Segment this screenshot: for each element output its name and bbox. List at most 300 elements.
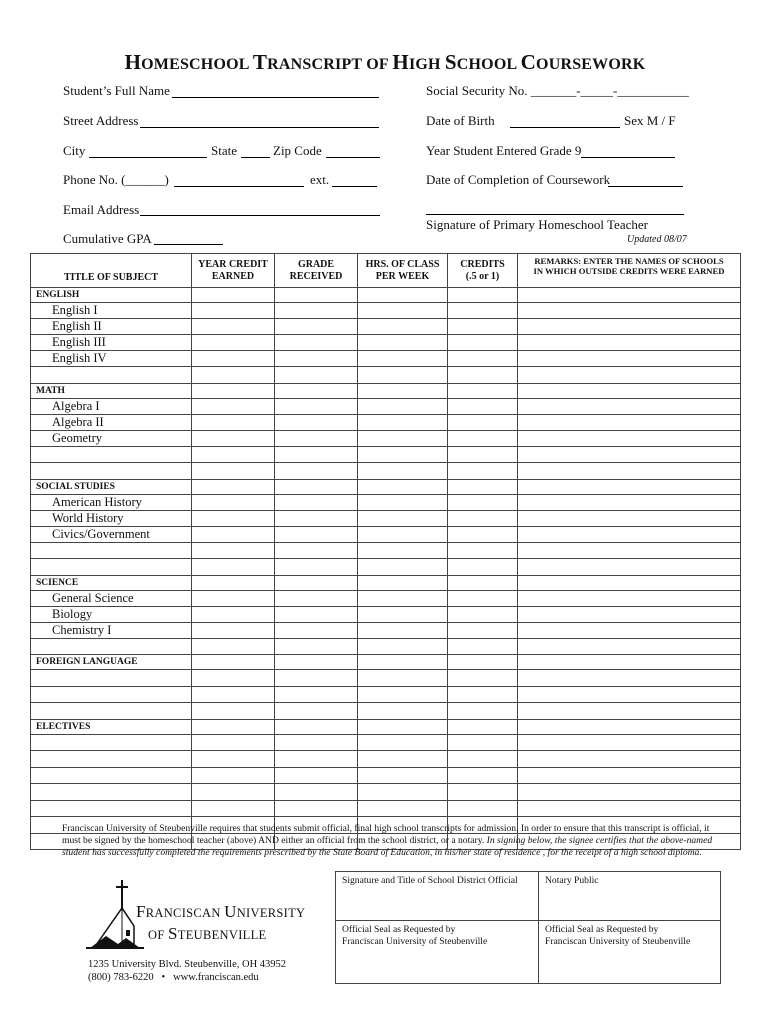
entry-cell[interactable] bbox=[358, 800, 448, 817]
entry-cell[interactable] bbox=[518, 398, 741, 414]
caps-rest: TEUBENVILLE bbox=[177, 928, 267, 942]
entry-cell[interactable] bbox=[358, 638, 448, 655]
section-title: ENGLISH bbox=[31, 288, 192, 303]
bullet-separator: • bbox=[161, 972, 166, 983]
entry-cell[interactable] bbox=[518, 622, 741, 638]
entry-cell[interactable] bbox=[518, 383, 741, 398]
caps-initial: S bbox=[444, 50, 457, 74]
entry-cell[interactable] bbox=[192, 367, 275, 384]
header-hours: HRS. OF CLASS PER WEEK bbox=[358, 254, 448, 288]
seal-right-line1: Official Seal as Requested by bbox=[545, 924, 659, 935]
completion-line[interactable] bbox=[608, 186, 683, 187]
entry-cell[interactable] bbox=[448, 510, 518, 526]
entry-cell[interactable] bbox=[358, 767, 448, 784]
subject-name: American History bbox=[31, 494, 192, 510]
section-header-row bbox=[31, 288, 741, 303]
section-header-row bbox=[31, 719, 741, 734]
entry-cell[interactable] bbox=[192, 703, 275, 720]
caps-rest: CHOOL bbox=[456, 56, 521, 73]
blank-row bbox=[31, 734, 741, 751]
entry-cell[interactable] bbox=[192, 670, 275, 687]
subject-name: English IV bbox=[31, 351, 192, 367]
section-title: SOCIAL STUDIES bbox=[31, 479, 192, 494]
entry-cell[interactable] bbox=[275, 622, 358, 638]
entry-cell[interactable] bbox=[275, 494, 358, 510]
subject-name: Algebra II bbox=[31, 414, 192, 430]
logo-line-1 bbox=[136, 902, 305, 922]
entry-cell[interactable] bbox=[192, 335, 275, 351]
zip-line[interactable] bbox=[326, 157, 380, 158]
subject-name: General Science bbox=[31, 590, 192, 606]
entry-cell[interactable] bbox=[518, 526, 741, 542]
entry-cell[interactable] bbox=[31, 638, 192, 655]
subject-name: Civics/Government bbox=[31, 526, 192, 542]
entry-cell[interactable] bbox=[192, 638, 275, 655]
table-row bbox=[31, 590, 741, 606]
entry-cell[interactable] bbox=[358, 719, 448, 734]
dob-label: Date of Birth bbox=[426, 113, 495, 128]
entry-cell[interactable] bbox=[448, 670, 518, 687]
entry-cell[interactable] bbox=[448, 288, 518, 303]
entry-cell[interactable] bbox=[518, 446, 741, 463]
caps-rest: OMESCHOOL bbox=[141, 56, 253, 73]
entry-cell[interactable] bbox=[275, 542, 358, 559]
caps-rest: IGH bbox=[408, 56, 445, 73]
entry-cell[interactable] bbox=[192, 686, 275, 703]
entry-cell[interactable] bbox=[31, 751, 192, 768]
entry-cell[interactable] bbox=[448, 430, 518, 446]
teacher-signature-line[interactable] bbox=[426, 214, 684, 215]
entry-cell[interactable] bbox=[518, 542, 741, 559]
entry-cell[interactable] bbox=[518, 479, 741, 494]
teacher-signature-label: Signature of Primary Homeschool Teacher bbox=[426, 217, 648, 232]
table-row bbox=[31, 526, 741, 542]
entry-cell[interactable] bbox=[518, 510, 741, 526]
caps-rest: OURSEWORK bbox=[536, 56, 646, 73]
entry-cell[interactable] bbox=[275, 414, 358, 430]
notary-label: Notary Public bbox=[545, 875, 599, 886]
phone-number: (800) 783-6220 bbox=[88, 972, 154, 983]
blank-row bbox=[31, 767, 741, 784]
entry-cell[interactable] bbox=[192, 463, 275, 480]
entry-cell[interactable] bbox=[358, 479, 448, 494]
entry-cell[interactable] bbox=[358, 494, 448, 510]
entry-cell[interactable] bbox=[31, 463, 192, 480]
entry-cell[interactable] bbox=[275, 288, 358, 303]
email-line[interactable] bbox=[140, 215, 380, 216]
address-line: 1235 University Blvd. Steubenville, OH 43952 bbox=[88, 959, 287, 970]
blank-row bbox=[31, 559, 741, 576]
admission-disclaimer bbox=[62, 823, 717, 860]
entry-cell[interactable] bbox=[518, 559, 741, 576]
entry-cell[interactable] bbox=[448, 767, 518, 784]
entry-cell[interactable] bbox=[192, 784, 275, 801]
website-link[interactable]: www.franciscan.edu bbox=[173, 972, 259, 983]
table-row bbox=[31, 494, 741, 510]
entry-cell[interactable] bbox=[448, 319, 518, 335]
entry-cell[interactable] bbox=[448, 719, 518, 734]
entry-cell[interactable] bbox=[448, 686, 518, 703]
state-line[interactable] bbox=[241, 157, 270, 158]
entry-cell[interactable] bbox=[275, 446, 358, 463]
entry-cell[interactable] bbox=[358, 430, 448, 446]
blank-row bbox=[31, 800, 741, 817]
caps-initial: T bbox=[252, 50, 268, 74]
table-row bbox=[31, 319, 741, 335]
entry-cell[interactable] bbox=[518, 638, 741, 655]
section-header-row bbox=[31, 575, 741, 590]
entry-cell[interactable] bbox=[358, 288, 448, 303]
entry-cell[interactable] bbox=[275, 398, 358, 414]
caps-rest: NIVERSITY bbox=[236, 906, 306, 920]
subject-name: Chemistry I bbox=[31, 622, 192, 638]
header-subject: TITLE OF SUBJECT bbox=[31, 254, 192, 288]
table-row bbox=[31, 622, 741, 638]
entry-cell[interactable] bbox=[448, 575, 518, 590]
entry-cell[interactable] bbox=[192, 767, 275, 784]
entry-cell[interactable] bbox=[31, 670, 192, 687]
entry-cell[interactable] bbox=[358, 784, 448, 801]
entry-cell[interactable] bbox=[518, 734, 741, 751]
entry-cell[interactable] bbox=[448, 590, 518, 606]
gpa-label: Cumulative GPA bbox=[63, 231, 152, 246]
entry-cell[interactable] bbox=[192, 655, 275, 670]
entry-cell[interactable] bbox=[192, 719, 275, 734]
header-credits: CREDITS (.5 or 1) bbox=[448, 254, 518, 288]
entry-cell[interactable] bbox=[448, 526, 518, 542]
entry-cell[interactable] bbox=[358, 703, 448, 720]
blank-row bbox=[31, 463, 741, 480]
blank-row bbox=[31, 542, 741, 559]
caps-rest: OF bbox=[148, 928, 169, 942]
entry-cell[interactable] bbox=[448, 800, 518, 817]
entry-cell[interactable] bbox=[275, 510, 358, 526]
entry-cell[interactable] bbox=[192, 751, 275, 768]
entry-cell[interactable] bbox=[192, 479, 275, 494]
entry-cell[interactable] bbox=[358, 335, 448, 351]
entry-cell[interactable] bbox=[192, 510, 275, 526]
entry-cell[interactable] bbox=[518, 655, 741, 670]
entry-cell[interactable] bbox=[31, 686, 192, 703]
entry-cell[interactable] bbox=[192, 430, 275, 446]
entry-cell[interactable] bbox=[358, 367, 448, 384]
table-row bbox=[31, 398, 741, 414]
caps-initial: S bbox=[168, 924, 178, 943]
subject-name: World History bbox=[31, 510, 192, 526]
entry-cell[interactable] bbox=[358, 575, 448, 590]
entry-cell[interactable] bbox=[358, 414, 448, 430]
blank-row bbox=[31, 670, 741, 687]
entry-cell[interactable] bbox=[192, 542, 275, 559]
entry-cell[interactable] bbox=[518, 494, 741, 510]
full-name-line[interactable] bbox=[172, 97, 379, 98]
phone-line[interactable] bbox=[174, 186, 304, 187]
entry-cell[interactable] bbox=[448, 784, 518, 801]
entry-cell[interactable] bbox=[448, 494, 518, 510]
entry-cell[interactable] bbox=[31, 767, 192, 784]
entry-cell[interactable] bbox=[448, 463, 518, 480]
entry-cell[interactable] bbox=[192, 383, 275, 398]
entry-cell[interactable] bbox=[275, 670, 358, 687]
street-address-line[interactable] bbox=[140, 127, 379, 128]
entry-cell[interactable] bbox=[358, 751, 448, 768]
ext-label: ext. bbox=[310, 172, 330, 187]
contact-line bbox=[88, 971, 286, 984]
city-line[interactable] bbox=[89, 157, 207, 158]
subject-name: Biology bbox=[31, 606, 192, 622]
entry-cell[interactable] bbox=[31, 734, 192, 751]
entry-cell[interactable] bbox=[518, 590, 741, 606]
table-row bbox=[31, 414, 741, 430]
district-official-label: Signature and Title of School District Official bbox=[342, 875, 518, 886]
entry-cell[interactable] bbox=[275, 367, 358, 384]
entry-cell[interactable] bbox=[518, 414, 741, 430]
entry-cell[interactable] bbox=[358, 398, 448, 414]
caps-initial: H bbox=[392, 50, 409, 74]
grade9-label: Year Student Entered Grade 9 bbox=[426, 143, 582, 158]
blank-row bbox=[31, 784, 741, 801]
entry-cell[interactable] bbox=[275, 526, 358, 542]
entry-cell[interactable] bbox=[518, 319, 741, 335]
entry-cell[interactable] bbox=[448, 734, 518, 751]
entry-cell[interactable] bbox=[192, 398, 275, 414]
entry-cell[interactable] bbox=[275, 559, 358, 576]
entry-cell[interactable] bbox=[358, 319, 448, 335]
grade9-line[interactable] bbox=[581, 157, 675, 158]
entry-cell[interactable] bbox=[275, 767, 358, 784]
ext-line[interactable] bbox=[332, 186, 377, 187]
entry-cell[interactable] bbox=[192, 414, 275, 430]
section-title: ELECTIVES bbox=[31, 719, 192, 734]
blank-row bbox=[31, 446, 741, 463]
section-title: SCIENCE bbox=[31, 575, 192, 590]
entry-cell[interactable] bbox=[275, 383, 358, 398]
entry-cell[interactable] bbox=[275, 719, 358, 734]
coursework-body bbox=[31, 288, 741, 850]
entry-cell[interactable] bbox=[518, 367, 741, 384]
entry-cell[interactable] bbox=[518, 800, 741, 817]
table-row bbox=[31, 351, 741, 367]
entry-cell[interactable] bbox=[358, 670, 448, 687]
entry-cell[interactable] bbox=[448, 351, 518, 367]
notary-box[interactable] bbox=[539, 872, 721, 921]
section-header-row bbox=[31, 479, 741, 494]
table-header-row bbox=[31, 254, 741, 288]
section-header-row bbox=[31, 383, 741, 398]
entry-cell[interactable] bbox=[448, 655, 518, 670]
entry-cell[interactable] bbox=[275, 575, 358, 590]
entry-cell[interactable] bbox=[448, 446, 518, 463]
subject-name: English II bbox=[31, 319, 192, 335]
entry-cell[interactable] bbox=[448, 479, 518, 494]
seal-right-line2: Franciscan University of Steubenville bbox=[545, 936, 691, 947]
caps-rest: RANSCRIPT OF bbox=[267, 56, 393, 73]
entry-cell[interactable] bbox=[358, 559, 448, 576]
entry-cell[interactable] bbox=[358, 655, 448, 670]
entry-cell[interactable] bbox=[518, 719, 741, 734]
entry-cell[interactable] bbox=[275, 590, 358, 606]
entry-cell[interactable] bbox=[275, 319, 358, 335]
entry-cell[interactable] bbox=[275, 800, 358, 817]
entry-cell[interactable] bbox=[518, 430, 741, 446]
entry-cell[interactable] bbox=[192, 319, 275, 335]
entry-cell[interactable] bbox=[358, 686, 448, 703]
entry-cell[interactable] bbox=[192, 303, 275, 319]
entry-cell[interactable] bbox=[275, 479, 358, 494]
seal-box-right[interactable] bbox=[539, 921, 721, 984]
entry-cell[interactable] bbox=[192, 734, 275, 751]
entry-cell[interactable] bbox=[448, 606, 518, 622]
entry-cell[interactable] bbox=[518, 288, 741, 303]
ssn-label: Social Security No. _______-_____-___________ bbox=[426, 83, 689, 98]
entry-cell[interactable] bbox=[192, 494, 275, 510]
entry-cell[interactable] bbox=[518, 303, 741, 319]
seal-box-left[interactable] bbox=[336, 921, 539, 984]
entry-cell[interactable] bbox=[448, 559, 518, 576]
entry-cell[interactable] bbox=[31, 784, 192, 801]
entry-cell[interactable] bbox=[358, 446, 448, 463]
state-label: State bbox=[211, 143, 237, 158]
entry-cell[interactable] bbox=[448, 542, 518, 559]
entry-cell[interactable] bbox=[518, 686, 741, 703]
entry-cell[interactable] bbox=[358, 383, 448, 398]
section-title: MATH bbox=[31, 383, 192, 398]
entry-cell[interactable] bbox=[192, 526, 275, 542]
completion-label: Date of Completion of Coursework bbox=[426, 172, 611, 187]
entry-cell[interactable] bbox=[358, 526, 448, 542]
entry-cell[interactable] bbox=[192, 446, 275, 463]
entry-cell[interactable] bbox=[31, 703, 192, 720]
entry-cell[interactable] bbox=[31, 542, 192, 559]
section-header-row bbox=[31, 655, 741, 670]
city-label: City bbox=[63, 143, 86, 158]
franciscan-logo bbox=[86, 878, 306, 958]
entry-cell[interactable] bbox=[31, 367, 192, 384]
entry-cell[interactable] bbox=[31, 559, 192, 576]
entry-cell[interactable] bbox=[275, 430, 358, 446]
entry-cell[interactable] bbox=[448, 703, 518, 720]
entry-cell[interactable] bbox=[448, 622, 518, 638]
entry-cell[interactable] bbox=[358, 303, 448, 319]
entry-cell[interactable] bbox=[275, 463, 358, 480]
blank-row bbox=[31, 686, 741, 703]
entry-cell[interactable] bbox=[192, 590, 275, 606]
entry-cell[interactable] bbox=[275, 638, 358, 655]
seal-left-line1: Official Seal as Requested by bbox=[342, 924, 456, 935]
entry-cell[interactable] bbox=[518, 351, 741, 367]
entry-cell[interactable] bbox=[358, 463, 448, 480]
entry-cell[interactable] bbox=[448, 335, 518, 351]
header-remarks: REMARKS: ENTER THE NAMES OF SCHOOLS IN WHICH OUTSIDE CREDITS WERE EARNED bbox=[518, 254, 741, 288]
entry-cell[interactable] bbox=[448, 414, 518, 430]
section-title: FOREIGN LANGUAGE bbox=[31, 655, 192, 670]
entry-cell[interactable] bbox=[518, 670, 741, 687]
entry-cell[interactable] bbox=[192, 575, 275, 590]
entry-cell[interactable] bbox=[518, 784, 741, 801]
entry-cell[interactable] bbox=[192, 800, 275, 817]
table-row bbox=[31, 606, 741, 622]
table-row bbox=[31, 335, 741, 351]
subject-name: English III bbox=[31, 335, 192, 351]
entry-cell[interactable] bbox=[518, 463, 741, 480]
entry-cell[interactable] bbox=[275, 606, 358, 622]
entry-cell[interactable] bbox=[275, 703, 358, 720]
entry-cell[interactable] bbox=[448, 367, 518, 384]
entry-cell[interactable] bbox=[518, 767, 741, 784]
entry-cell[interactable] bbox=[275, 303, 358, 319]
entry-cell[interactable] bbox=[358, 734, 448, 751]
entry-cell[interactable] bbox=[275, 655, 358, 670]
street-address-label: Street Address bbox=[63, 113, 139, 128]
entry-cell[interactable] bbox=[275, 751, 358, 768]
blank-row bbox=[31, 703, 741, 720]
page-title bbox=[0, 50, 770, 75]
blank-row bbox=[31, 751, 741, 768]
header-year-credit: YEAR CREDIT EARNED bbox=[192, 254, 275, 288]
entry-cell[interactable] bbox=[275, 686, 358, 703]
table-row bbox=[31, 303, 741, 319]
subject-name: English I bbox=[31, 303, 192, 319]
entry-cell[interactable] bbox=[192, 288, 275, 303]
entry-cell[interactable] bbox=[358, 351, 448, 367]
entry-cell[interactable] bbox=[448, 638, 518, 655]
entry-cell[interactable] bbox=[275, 351, 358, 367]
entry-cell[interactable] bbox=[31, 446, 192, 463]
disclaimer-certification: In signing below, the signee certifies that the above-named student has successfully completed the requirements prescribed by the State Board of Education, in his/her state of residence , for the receipt of a high school diploma. bbox=[62, 835, 713, 859]
entry-cell[interactable] bbox=[518, 606, 741, 622]
zip-label: Zip Code bbox=[273, 143, 322, 158]
entry-cell[interactable] bbox=[192, 622, 275, 638]
entry-cell[interactable] bbox=[192, 351, 275, 367]
updated-date: Updated 08/07 bbox=[627, 234, 687, 245]
gpa-line[interactable] bbox=[154, 244, 223, 245]
entry-cell[interactable] bbox=[518, 575, 741, 590]
entry-cell[interactable] bbox=[275, 734, 358, 751]
entry-cell[interactable] bbox=[518, 335, 741, 351]
entry-cell[interactable] bbox=[31, 800, 192, 817]
full-name-label: Student’s Full Name bbox=[63, 83, 170, 98]
phone-label: Phone No. (______) bbox=[63, 172, 169, 187]
caps-initial: U bbox=[224, 902, 237, 921]
dob-line[interactable] bbox=[510, 127, 620, 128]
entry-cell[interactable] bbox=[448, 751, 518, 768]
district-official-box[interactable] bbox=[336, 872, 539, 921]
entry-cell[interactable] bbox=[448, 383, 518, 398]
subject-name: Geometry bbox=[31, 430, 192, 446]
disclaimer-text: Franciscan University of Steubenville requires that students submit official, final high school transcripts for admission. In order to ensure that this transcript is official, it must be signed by the homeschool teacher (above) AND either an official from the school district, or a notary. bbox=[62, 823, 710, 847]
entry-cell[interactable] bbox=[358, 622, 448, 638]
email-label: Email Address bbox=[63, 202, 140, 217]
university-address bbox=[88, 958, 286, 984]
entry-cell[interactable] bbox=[518, 703, 741, 720]
entry-cell[interactable] bbox=[192, 606, 275, 622]
entry-cell[interactable] bbox=[192, 559, 275, 576]
entry-cell[interactable] bbox=[448, 398, 518, 414]
entry-cell[interactable] bbox=[518, 751, 741, 768]
blank-row bbox=[31, 638, 741, 655]
entry-cell[interactable] bbox=[358, 606, 448, 622]
entry-cell[interactable] bbox=[275, 335, 358, 351]
header-grade: GRADE RECEIVED bbox=[275, 254, 358, 288]
caps-initial: F bbox=[136, 902, 146, 921]
blank-row bbox=[31, 367, 741, 384]
seal-left-line2: Franciscan University of Steubenville bbox=[342, 936, 488, 947]
entry-cell[interactable] bbox=[358, 510, 448, 526]
entry-cell[interactable] bbox=[275, 784, 358, 801]
entry-cell[interactable] bbox=[358, 590, 448, 606]
entry-cell[interactable] bbox=[358, 542, 448, 559]
entry-cell[interactable] bbox=[448, 303, 518, 319]
